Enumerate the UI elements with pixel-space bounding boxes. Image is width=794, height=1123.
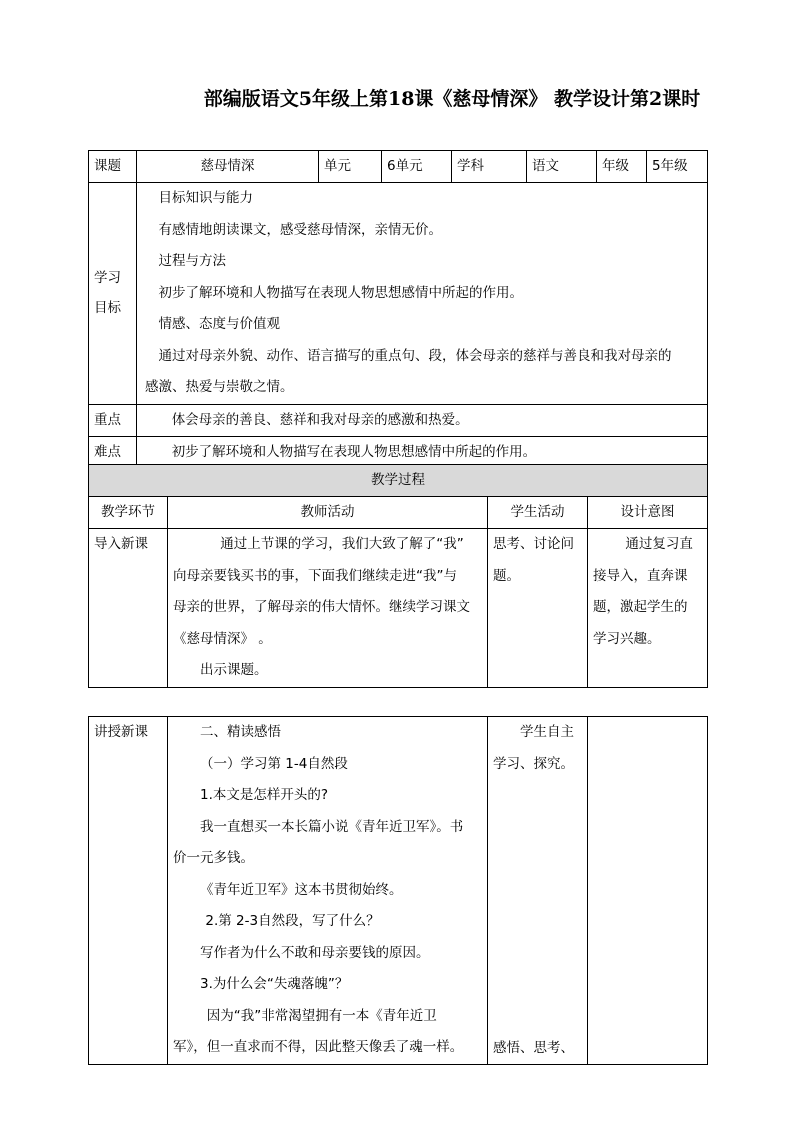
- new-lesson-student-line: 学生自主: [520, 724, 574, 740]
- new-lesson-stage: 讲授新课: [89, 717, 168, 1065]
- new-lesson-line: 2.第 2-3自然段，写了什么？: [205, 913, 380, 929]
- subject-label: 学科: [452, 151, 527, 183]
- intro-teacher-line: 通过上节课的学习，我们大致了解了“我”: [220, 536, 464, 552]
- objective-line: 感激、热爱与崇敬之情。: [145, 379, 294, 395]
- difficulties-text: 初步了解环境和人物描写在表现人物思想感情中所起的作用。: [137, 436, 708, 468]
- new-lesson-student: [488, 717, 588, 1065]
- unit-label: 单元: [319, 151, 382, 183]
- objectives-label: [89, 183, 137, 405]
- intro-stage: 导入新课: [89, 529, 168, 688]
- lesson-plan-table: [88, 150, 708, 469]
- new-lesson-line: （一）学习第 1-4自然段: [200, 755, 348, 772]
- new-lesson-line: 写作者为什么不敢和母亲要钱的原因。: [200, 944, 430, 961]
- column-teacher: 教师活动: [168, 497, 488, 529]
- new-lesson-student-line: 学习、探究。: [493, 755, 574, 772]
- grade-label: 年级: [597, 151, 647, 183]
- unit-value: 6单元: [382, 151, 452, 183]
- key-points-row: [89, 404, 708, 436]
- page-title: 部编版语文5年级上第18课《慈母情深》 教学设计第2课时: [203, 88, 701, 110]
- new-lesson-line: 我一直想买一本长篇小说《青年近卫军》。书: [200, 818, 464, 835]
- new-lesson-line: 因为“我”非常渴望拥有一本《青年近卫: [206, 1007, 437, 1024]
- new-lesson-line: 《青年近卫军》这本书贯彻始终。: [200, 881, 403, 898]
- objectives-row: [89, 183, 708, 405]
- objective-line: 有感情地朗读课文，感受慈母情深，亲情无价。: [158, 221, 442, 238]
- intro-student-line: 思考、讨论问: [493, 536, 574, 552]
- process-table: [88, 464, 708, 688]
- objective-line: 情感、态度与价值观: [158, 316, 280, 332]
- key-points-label: 重点: [89, 404, 137, 436]
- intro-student-line: 题。: [493, 567, 520, 584]
- column-student: 学生活动: [488, 497, 588, 529]
- intro-teacher-line: 向母亲要钱买书的事，下面我们继续走进“我”与: [173, 567, 457, 584]
- new-lesson-table: [88, 716, 708, 1065]
- intro-student: [488, 529, 588, 688]
- intro-intent-line: 题，激起学生的: [593, 599, 688, 615]
- new-lesson-line: 3.为什么会“失魂落魄”？: [200, 976, 349, 992]
- column-stage: 教学环节: [89, 497, 168, 529]
- objective-line: 过程与方法: [158, 253, 226, 269]
- subject-value: 语文: [527, 151, 597, 183]
- objectives-label-line1: 学习: [94, 270, 121, 287]
- topic-value: 慈母情深: [137, 151, 319, 183]
- key-points-text: 体会母亲的善良、慈祥和我对母亲的感激和热爱。: [137, 404, 708, 436]
- new-lesson-line: 军》，但一直求而不得，因此整天像丢了魂一样。: [173, 1039, 464, 1055]
- intro-intent: [588, 529, 708, 688]
- objective-line: 通过对母亲外貌、动作、语言描写的重点句、段，体会母亲的慈祥与善良和我对母亲的: [158, 347, 672, 364]
- intro-teacher-line: 《慈母情深》 。: [173, 630, 272, 647]
- difficulties-label: 难点: [89, 436, 137, 468]
- grade-value: 5年级: [647, 151, 708, 183]
- intro-intent-line: 学习兴趣。: [593, 630, 661, 647]
- objectives-content: [137, 183, 708, 405]
- new-lesson-row: [89, 717, 708, 1065]
- new-lesson-intent: [588, 717, 708, 1065]
- objectives-label-line2: 目标: [94, 300, 121, 317]
- new-lesson-line: 1.本文是怎样开头的?: [200, 787, 329, 803]
- intro-teacher-line: 出示课题。: [200, 662, 268, 678]
- topic-label: 课题: [89, 151, 137, 183]
- process-header-row: [89, 465, 708, 497]
- new-lesson-teacher: [168, 717, 488, 1065]
- new-lesson-student-bottom: 感悟、思考、: [493, 1039, 574, 1056]
- new-lesson-line: 二、精读感悟: [200, 724, 281, 740]
- process-header: 教学过程: [89, 465, 708, 497]
- intro-teacher-line: 母亲的世界，了解母亲的伟大情怀。继续学习课文: [173, 599, 470, 615]
- intro-row: [89, 529, 708, 688]
- objective-line: 目标知识与能力: [158, 190, 253, 206]
- info-row: [89, 151, 708, 183]
- objective-line: 初步了解环境和人物描写在表现人物思想感情中所起的作用。: [158, 284, 523, 301]
- column-intent: 设计意图: [588, 497, 708, 529]
- process-columns-row: [89, 497, 708, 529]
- intro-teacher: [168, 529, 488, 688]
- new-lesson-line: 价一元多钱。: [173, 850, 254, 866]
- intro-intent-line: 通过复习直: [625, 536, 693, 552]
- intro-intent-line: 接导入，直奔课: [593, 567, 688, 584]
